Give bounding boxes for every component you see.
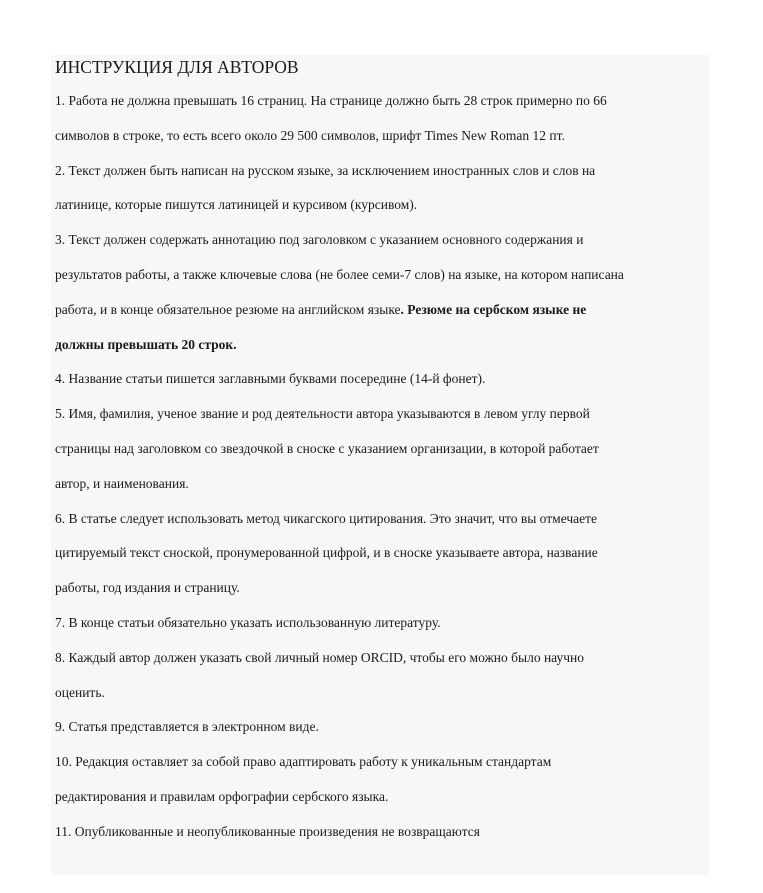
page-title: ИНСТРУКЦИЯ ДЛЯ АВТОРОВ [55,57,299,77]
text-line: 10. Редакция оставляет за собой право адаптировать работу к уникальным стандартам [55,754,552,770]
text-line: 5. Имя, фамилия, ученое звание и род деятельности автора указываются в левом углу первой [55,406,590,422]
bold-text-segment: . Резюме на сербском языке не [400,301,587,317]
text-line: страницы над заголовком со звездочкой в сноске с указанием организации, в которой работает [55,440,599,456]
text-line: 11. Опубликованные и неопубликованные произведения не возвращаются [55,823,480,839]
document-body [55,54,715,850]
text-line: 8. Каждый автор должен указать свой личный номер ORCID, чтобы его можно было научно [55,649,585,665]
text-line: работы, год издания и страницу. [55,580,240,596]
text-line: символов в строке, то есть всего около 29 500 символов, шрифт Times New Roman 12 пт. [55,127,565,143]
text-line: 9. Статья представляется в электронном виде. [55,719,319,735]
text-line: оценить. [55,684,105,700]
text-line: латинице, которые пишутся латиницей и курсивом (курсивом). [55,197,418,213]
text-line-mixed [55,293,715,328]
text-line: редактирования и правилам орфографии сербского языка. [55,788,389,804]
text-line: автор, и наименования. [55,475,189,491]
text-line: 6. В статье следует использовать метод чикагского цитирования. Это значит, что вы отмечаете [55,510,598,526]
text-line: 7. В конце статьи обязательно указать использованную литературу. [55,614,441,630]
text-line: 2. Текст должен быть написан на русском языке, за исключением иностранных слов и слов на [55,162,596,178]
text-line: цитируемый текст сноской, пронумерованной цифрой, и в сноске указываете автора, название [55,545,598,561]
text-line: 3. Текст должен содержать аннотацию под заголовком с указанием основного содержания и [55,232,584,248]
instructions-list [55,84,715,850]
text-line: результатов работы, а также ключевые слова (не более семи-7 слов) на языке, на котором написана [55,266,624,282]
text-line: 1. Работа не должна превышать 16 страниц. На странице должно быть 28 строк примерно по 66 [55,93,607,108]
text-line: 4. Название статьи пишется заглавными буквами посередине (14-й фонет). [55,371,486,387]
text-segment: работа, и в конце обязательное резюме на английском языке [55,301,401,317]
text-line-bold: должны превышать 20 строк. [55,336,237,352]
